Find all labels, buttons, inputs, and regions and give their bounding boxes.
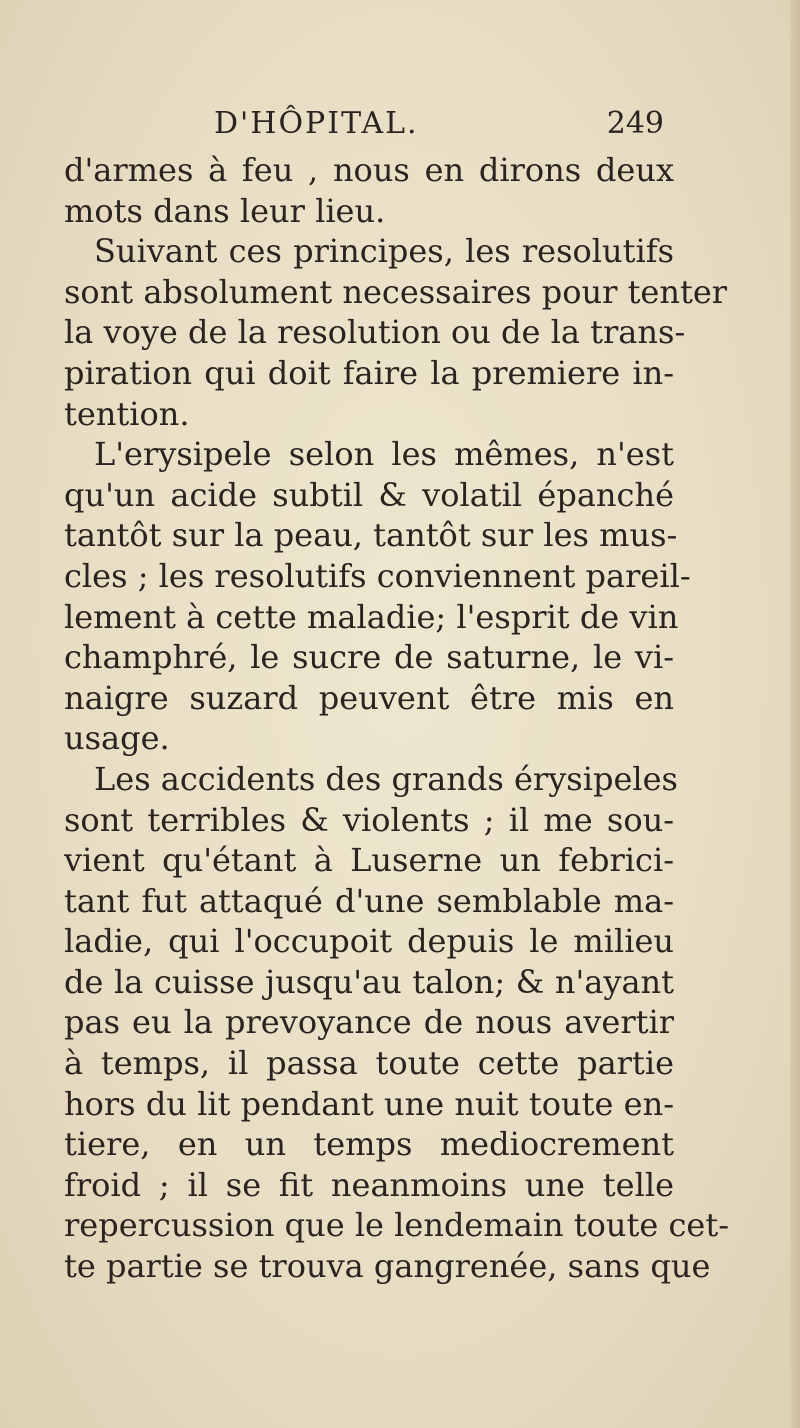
- text-line: L'erysipele selon les mêmes, n'est: [94, 435, 674, 474]
- text-line: repercussion que le lendemain toute cet-: [64, 1206, 730, 1245]
- text-line: sont terribles & violents ; il me sou-: [64, 800, 674, 839]
- text-line: ladie, qui l'occupoit depuis le milieu: [64, 922, 674, 961]
- text-line: sont absolument necessaires pour tenter: [64, 272, 728, 311]
- text-line: usage.: [64, 719, 170, 758]
- text-line: à temps, il passa toute cette partie: [64, 1044, 674, 1083]
- page-number: 249: [606, 106, 664, 141]
- text-line: cles ; les resolutifs conviennent pareil-: [64, 556, 691, 595]
- text-line: pas eu la prevoyance de nous avertir: [64, 1003, 674, 1042]
- text-line: piration qui doit faire la premiere in-: [64, 353, 674, 392]
- text-line: froid ; il se fit neanmoins une telle: [64, 1165, 674, 1204]
- page-edge: [790, 0, 800, 1428]
- text-line: lement à cette maladie; l'esprit de vin: [64, 597, 679, 636]
- text-line: te partie se trouva gangrenée, sans que: [64, 1247, 711, 1286]
- text-line: tention.: [64, 394, 190, 433]
- text-line: vient qu'étant à Luserne un febrici-: [64, 841, 674, 880]
- running-head: D'HÔPITAL.: [214, 106, 419, 141]
- text-line: champhré, le sucre de saturne, le vi-: [64, 638, 674, 677]
- text-line: de la cuisse jusqu'au talon; & n'ayant: [64, 962, 674, 1001]
- text-line: d'armes à feu , nous en dirons deux: [64, 151, 674, 189]
- text-line: naigre suzard peuvent être mis en: [64, 678, 674, 717]
- text-line: Les accidents des grands érysipeles: [94, 759, 678, 798]
- text-line: la voye de la resolution ou de la trans-: [64, 313, 686, 352]
- text-line: qu'un acide subtil & volatil épanché: [64, 475, 674, 514]
- page-header: [64, 106, 664, 146]
- text-line: tant fut attaqué d'une semblable ma-: [64, 881, 674, 920]
- body-text: [64, 150, 730, 1287]
- text-line: tiere, en un temps mediocrement: [64, 1125, 674, 1164]
- text-line: Suivant ces principes, les resolutifs: [94, 232, 674, 271]
- text-line: hors du lit pendant une nuit toute en-: [64, 1084, 674, 1123]
- text-line: mots dans leur lieu.: [64, 191, 386, 230]
- text-line: tantôt sur la peau, tantôt sur les mus-: [64, 516, 678, 555]
